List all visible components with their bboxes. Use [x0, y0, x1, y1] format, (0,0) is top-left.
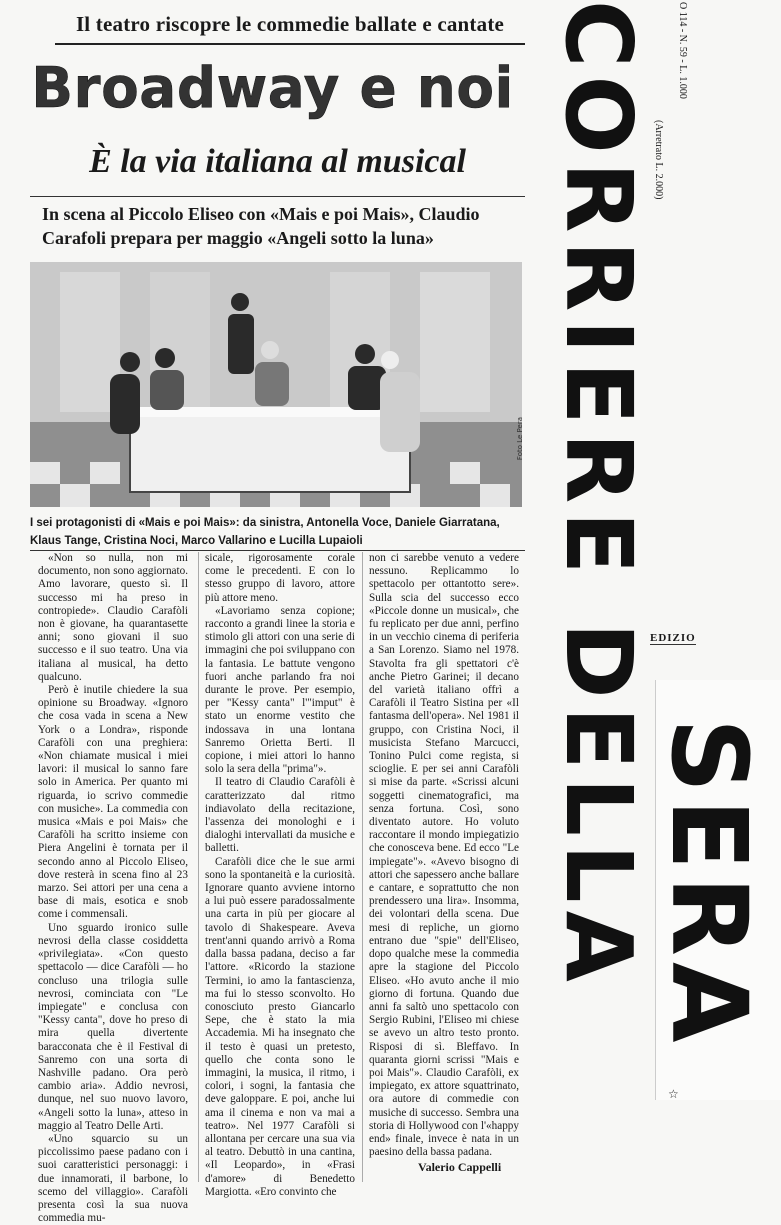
paragraph: Però è inutile chiedere la sua opinione su Broadway. «Ignoro che cosa vada in scena a New York o a Londra», risponde Carafòli con una preghiera: «Non chiamate musical i miei lavori: il musical lo sanno fare solo in America. Per quanto mi riguarda, io scrivo commedie con musiche». La commedia con musica «Mais e poi Mais» che Carafòli ha scritto insieme con Piera Angelini è tornata per il secondo anno al Piccolo Eliseo, dove resterà in scena fino al 23 marzo. Sei attori per una cena a base di mais, esotica e snob come i commensali.	[38, 684, 188, 921]
summary: In scena al Piccolo Eliseo con «Mais e poi Mais», Claudio Carafoli prepara per maggio «Angeli sotto la luna»	[42, 204, 480, 248]
article-column-3	[369, 552, 519, 1159]
article-column-1	[38, 552, 188, 1225]
paragraph: non ci sarebbe venuto a vedere nessuno. Replicammo lo spettacolo per ottantotto sere». Sulla scia del successo ecco «Piccole donne un musical», che fu replicato per due anni, perfino in un vecchio cinema di periferia a San Lorenzo. Siamo nel 1978. Stavolta fra gli spettatori c'è anche Pietro Garinei; il decano del varietà italiano offrì a Carafòli il Teatro Sistina per «Il fantasma dell'opera». Nel 1981 il gruppo, con Cristina Noci, il musicista Stefano Marcucci, Tonino Pulci come regista, si scioglie. E per sei anni Carafòli si mise da parte. «Scrissi alcuni soggetti cinematografici, ma senza fortuna. Così, sono diventato autore. Ho voluto raccontare il mondo impiegatizio che conosceva bene. Ed ecco "Le impiegate"». «Avevo bisogno di attori che sapessero anche ballare e cantare, e soprattutto che non prendessero una lira». Insomma, dei volontari della scena. Due mesi di repliche, un giorno entrano due "spie" dell'Eliseo, dopo qualche mese la commedia apre la stagione del Piccolo Eliseo. «Ho avuto anche il mio giorno di fortuna. Quando due anni fa saltò uno spettacolo con Sergio Rubini, l'Eliseo mi chiese se avevo un altro testo pronto. Risposi di sì. Bleffavo. In quaranta giorni scrissi "Mais e poi Mais"». Claudio Carafòli, ex impiegato, ex attore squattrinato, ora autore di commedie con musiche di successo. Sembra una storia di Hollywood con l'«happy end» finale, invece è nata in un paesino della bassa padana.	[369, 552, 519, 1159]
summary-rule	[30, 196, 525, 197]
masthead	[545, 0, 652, 1040]
paragraph: sicale, rigorosamente corale come le precedenti. E con lo stesso gruppo di lavoro, attore più attore meno.	[205, 552, 355, 604]
paragraph: «Lavoriamo senza copione; racconto a grandi linee la storia e stimolo gli attori con una serie di immagini che poi sviluppano con la fantasia. Le battute vengono fuori anche parlando fra noi durante le prove. Per esempio, per "Kessy canta" l'"imput" è stato un enorme vestito che indossava in una lontana Sanremo Orietta Berti. Il copione, i miei attori lo hanno solo la sera della "prima"».	[205, 604, 355, 776]
photo-caption: I sei protagonisti di «Mais e poi Mais»: da sinistra, Antonella Voce, Daniele Giarratana, Klaus Tange, Cristina Noci, Marco Vallarino e Lucilla Lupaioli	[30, 517, 500, 547]
paragraph: «Non so nulla, non mi documento, non sono aggiornato. Amo lavorare, questo sì. Il successo mi ha preso in contropiede». Claudio Carafòli non è giovane, ha quarantasette anni; sono giovani il suo successo e il suo teatro. Una via italiana al musical, ha detto qualcuno.	[38, 552, 188, 683]
headline: Broadway e noi	[31, 56, 514, 121]
paragraph: Il teatro di Claudio Carafòli è caratterizzato dal ritmo indiavolato della recitazione, l'assenza dei monologhi e i dialoghi intervallati da musiche e balletti.	[205, 776, 355, 855]
column-divider	[362, 552, 363, 1182]
star-icon: ☆	[668, 1087, 679, 1101]
article-column-2	[205, 552, 355, 1199]
stage-photo	[30, 262, 522, 507]
paragraph: Uno sguardo ironico sulle nevrosi della classe cosiddetta «privilegiata». «Con questo spettacolo — dice Carafòli — ho concluso una trilogia sulle nevrosi, cominciata con "Le impiegate" e conclusa con "Kessy canta", dove ho preso di mira quella divertente baracconata che è il Festival di Sanremo con una sorta di Nashville padano. Ora però cambio aria». Addio nevrosi, dunque, nel suo nuovo lavoro, «Angeli sotto la luna», atteso in maggio al Teatro Delle Arti.	[38, 921, 188, 1132]
sera-title: SERA	[648, 718, 770, 1049]
photo-credit: Foto Le Pera	[516, 417, 524, 461]
caption-rule	[30, 550, 525, 551]
kicker: Il teatro riscopre le commedie ballate e cantate	[55, 12, 525, 45]
byline: Valerio Cappelli	[418, 1160, 502, 1174]
masthead-title: CORRIERE DELLA	[545, 0, 652, 990]
subheadline: È la via italiana al musical	[89, 143, 466, 180]
paragraph: Carafòli dice che le sue armi sono la spontaneità e la curiosità. Ignorare quanto avviene intorno a lui può essere paradossalmente una carta in più per giocare al tavolo di Shakespeare. Aveva trent'anni quando arrivò a Roma dalla bassa padana, deciso a far l'attore. «Ricordo la stazione Termini, io amo la fantascienza, ma fui lo stesso sconvolto. Ho conosciuto presto Giancarlo Sepe, che è stato la mia Accademia. Mi ha insegnato che il testo è quasi un pretesto, quello che conta sono le immagini, la musica, il ritmo, i colori, i sogni, la fantasia che deve galoppare. E poi, anche lui ama il cinema e non va mai a teatro». Nel 1977 Carafòli si allontana per cercare una sua via al teatro. Debuttò in una cantina, «Il Leopardo», in «Frasi d'amore» di Benedetto Margiotta. «Ero convinto che	[205, 855, 355, 1198]
column-divider	[198, 552, 199, 1182]
edition-label: EDIZIO	[650, 632, 696, 644]
arrears-price: (Arretrato L. 2.000)	[653, 120, 664, 200]
issue-info: O 114 - N. 59 - L. 1.000	[677, 2, 688, 99]
stage-photo-illustration	[30, 262, 522, 507]
paragraph: «Uno squarcio su un piccolissimo paese padano con i suoi caratteristici personaggi: i due innamorati, il barbone, lo scemo del villaggio». Carafòli presenta così la sua nuova commedia mu-	[38, 1132, 188, 1225]
